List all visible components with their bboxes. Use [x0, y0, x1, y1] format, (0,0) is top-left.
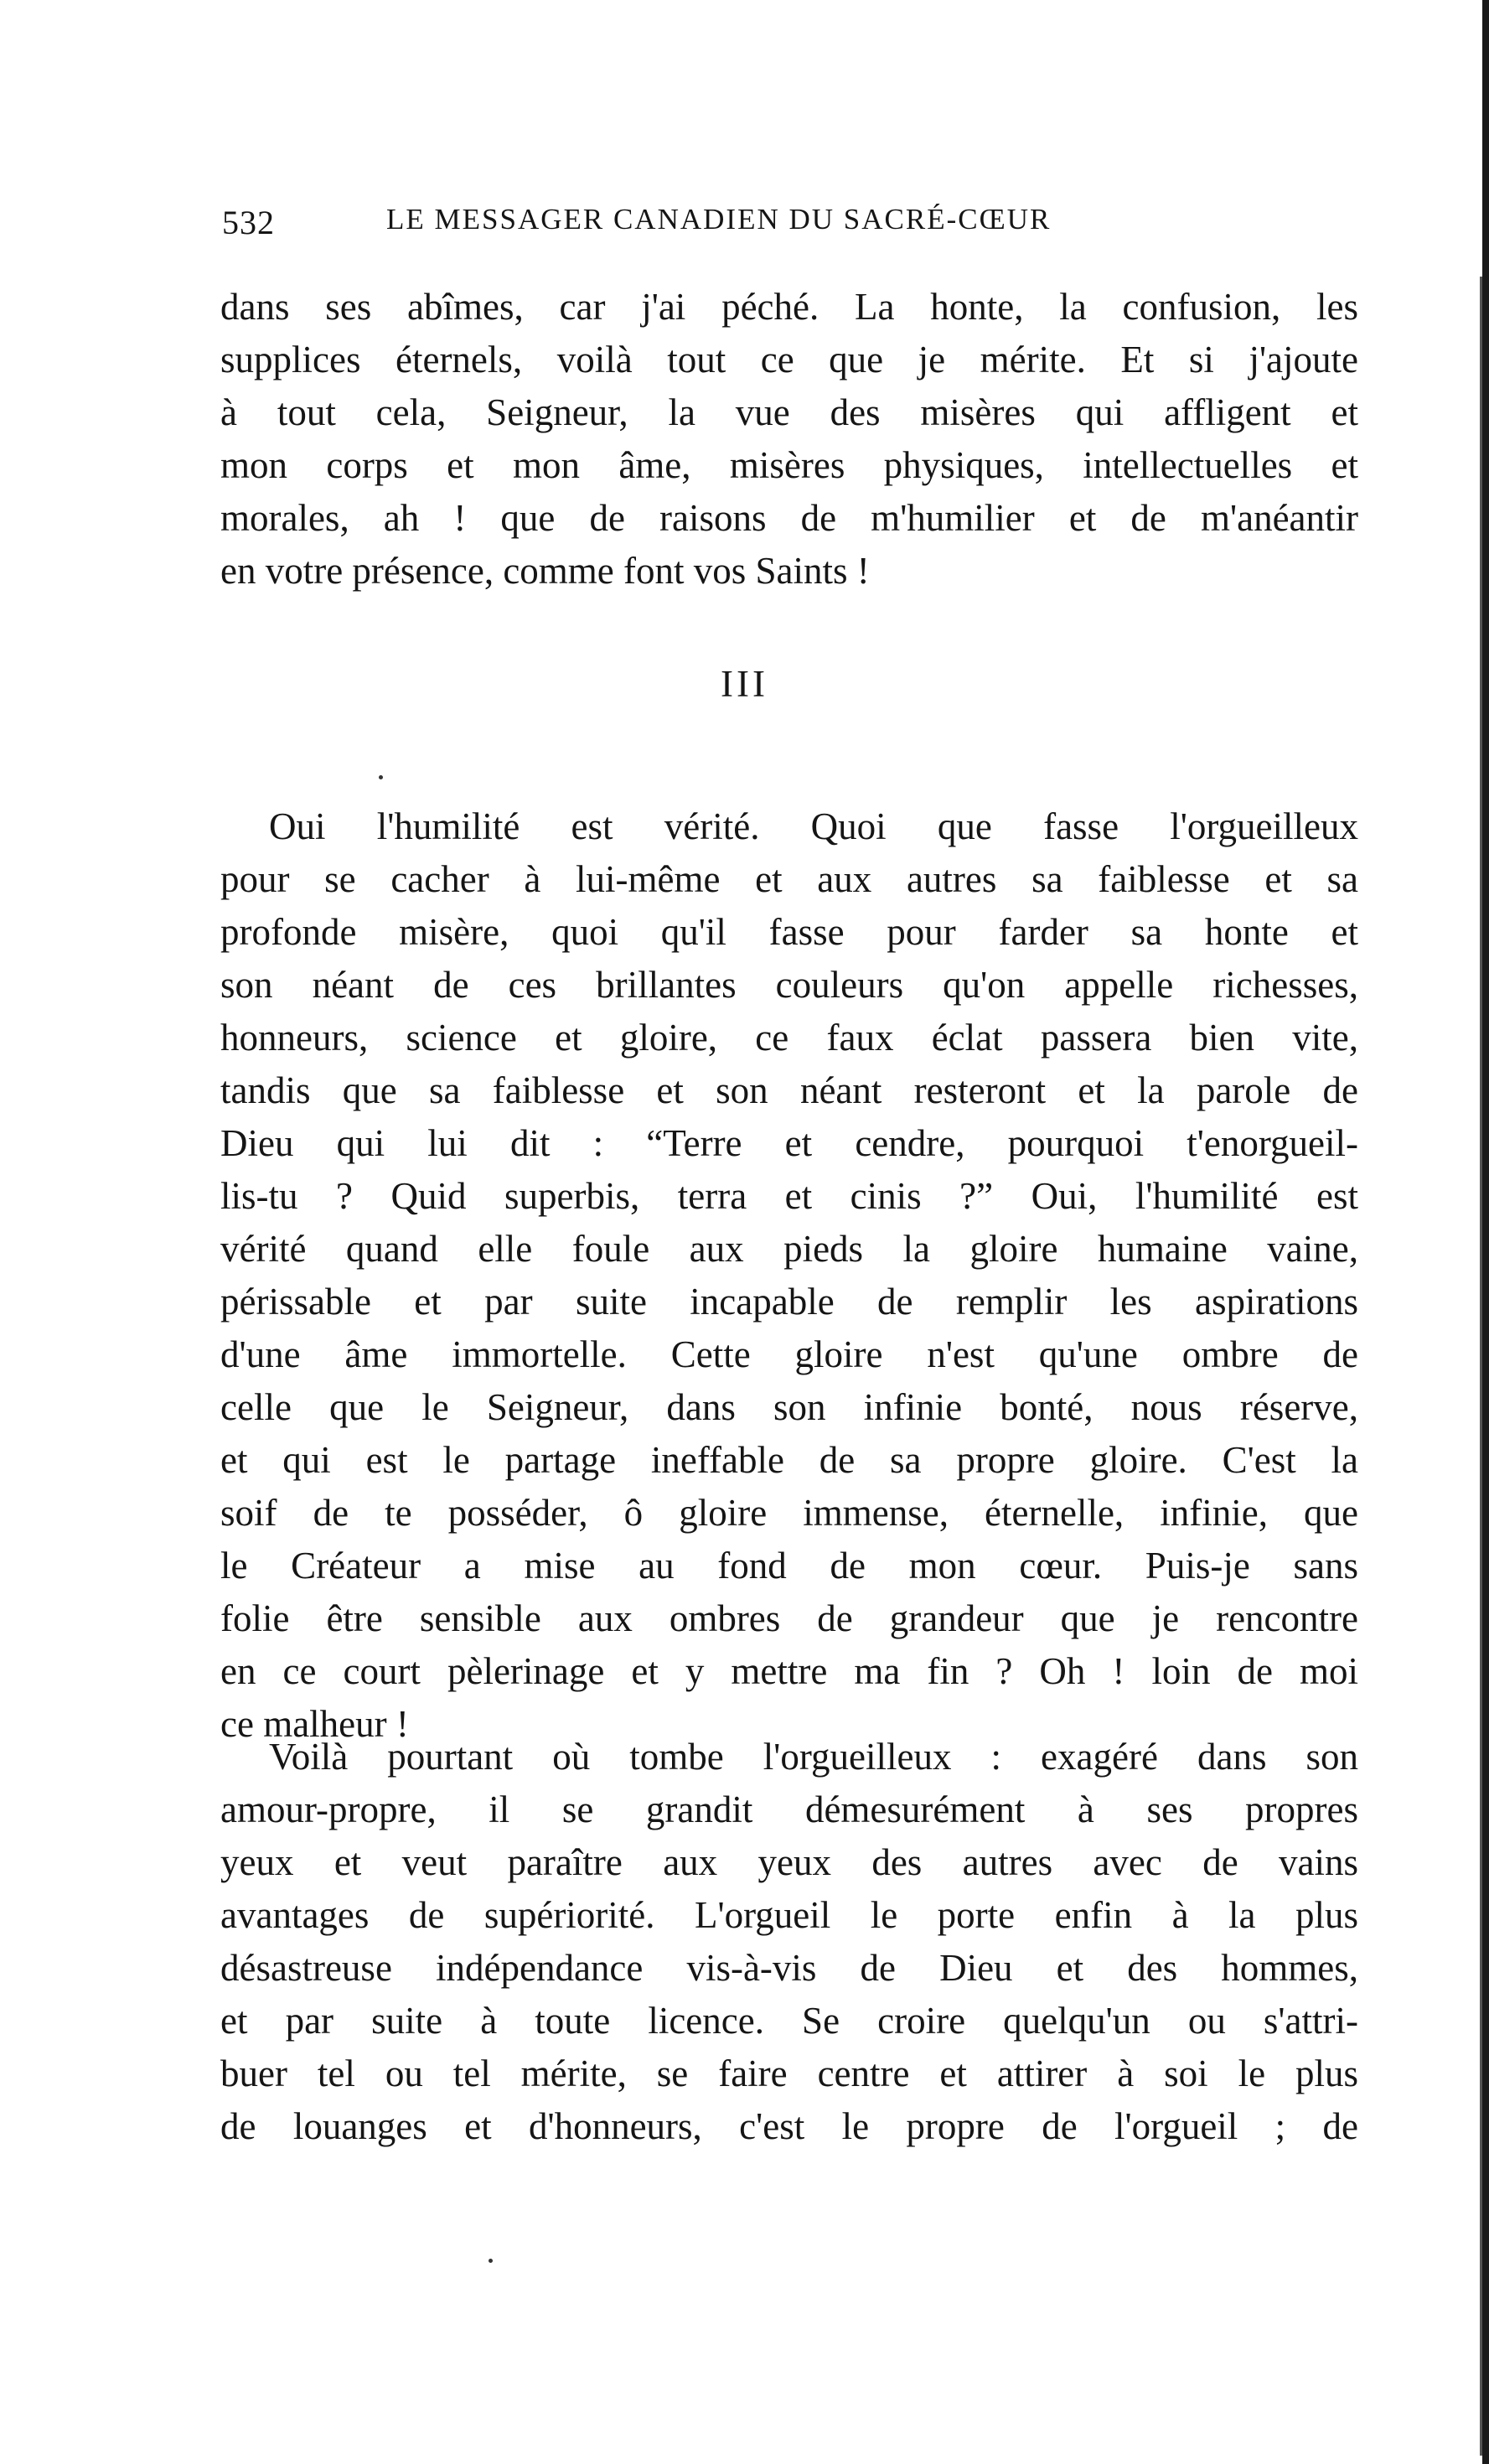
text-line: et qui est le partage ineffable de sa propre gloire. C'est la [220, 1439, 1358, 1481]
text-line: en ce court pèlerinage et y mettre ma fin ? Oh ! loin de moi [220, 1650, 1358, 1692]
text-line: celle que le Seigneur, dans son infinie bonté, nous réserve, [220, 1386, 1358, 1428]
text-line: amour-propre, il se grandit démesurément à ses propres [220, 1788, 1358, 1830]
text-line: soif de te posséder, ô gloire immense, éternelle, infinie, que [220, 1492, 1358, 1534]
text-line: tandis que sa faiblesse et son néant resteront et la parole de [220, 1069, 1358, 1111]
text-line: périssable et par suite incapable de remplir les aspirations [220, 1281, 1358, 1323]
text-line: vérité quand elle foule aux pieds la gloire humaine vaine, [220, 1228, 1358, 1270]
section-heading: III [721, 663, 768, 705]
text-line: de louanges et d'honneurs, c'est le propre de l'orgueil ; de [220, 2105, 1358, 2147]
text-line: ce malheur ! [220, 1703, 409, 1745]
text-line: d'une âme immortelle. Cette gloire n'est qu'une ombre de [220, 1333, 1358, 1375]
text-line: lis-tu ? Quid superbis, terra et cinis ?” Oui, l'humilité est [220, 1175, 1358, 1217]
paragraph-1 [220, 281, 1358, 598]
text-line: Oui l'humilité est vérité. Quoi que fasse l'orgueilleux [269, 805, 1358, 847]
text-line: et par suite à toute licence. Se croire quelqu'un ou s'attri- [220, 2000, 1358, 2042]
text-line: Voilà pourtant où tombe l'orgueilleux : exagéré dans son [269, 1736, 1358, 1778]
text-line: avantages de supériorité. L'orgueil le porte enfin à la plus [220, 1894, 1358, 1936]
text-line: supplices éternels, voilà tout ce que je mérite. Et si j'ajoute [220, 339, 1358, 380]
text-line: folie être sensible aux ombres de grandeur que je rencontre [220, 1597, 1358, 1639]
text-line: buer tel ou tel mérite, se faire centre et attirer à soi le plus [220, 2052, 1358, 2094]
text-line: le Créateur a mise au fond de mon cœur. Puis-je sans [220, 1545, 1358, 1587]
text-line: en votre présence, comme font vos Saints ! [220, 550, 870, 592]
text-line: mon corps et mon âme, misères physiques, intellectuelles et [220, 444, 1358, 486]
text-line: profonde misère, quoi qu'il fasse pour farder sa honte et [220, 911, 1358, 953]
page-edge-line [1480, 277, 1482, 2456]
text-line: à tout cela, Seigneur, la vue des misères qui affligent et [220, 391, 1358, 433]
text-line: dans ses abîmes, car j'ai péché. La honte, la confusion, les [220, 286, 1358, 328]
text-line: désastreuse indépendance vis-à-vis de Dieu et des hommes, [220, 1947, 1358, 1989]
running-title: LE MESSAGER CANADIEN DU SACRÉ-CŒUR [386, 203, 1052, 236]
scan-speck [489, 2259, 493, 2263]
page-number: 532 [222, 204, 275, 241]
text-line: pour se cacher à lui-même et aux autres sa faiblesse et sa [220, 858, 1358, 900]
text-line: son néant de ces brillantes couleurs qu'on appelle richesses, [220, 964, 1358, 1006]
text-line: morales, ah ! que de raisons de m'humilier et de m'anéantir [220, 497, 1358, 539]
scan-speck [379, 775, 383, 779]
paragraph-2 [220, 800, 1358, 1751]
text-line: honneurs, science et gloire, ce faux éclat passera bien vite, [220, 1017, 1358, 1059]
page-edge-shadow [1482, 0, 1489, 2464]
text-line: Dieu qui lui dit : “Terre et cendre, pourquoi t'enorgueil- [220, 1122, 1358, 1164]
paragraph-3 [220, 1731, 1358, 2153]
text-line: yeux et veut paraître aux yeux des autres avec de vains [220, 1841, 1358, 1883]
running-head [222, 203, 1370, 253]
